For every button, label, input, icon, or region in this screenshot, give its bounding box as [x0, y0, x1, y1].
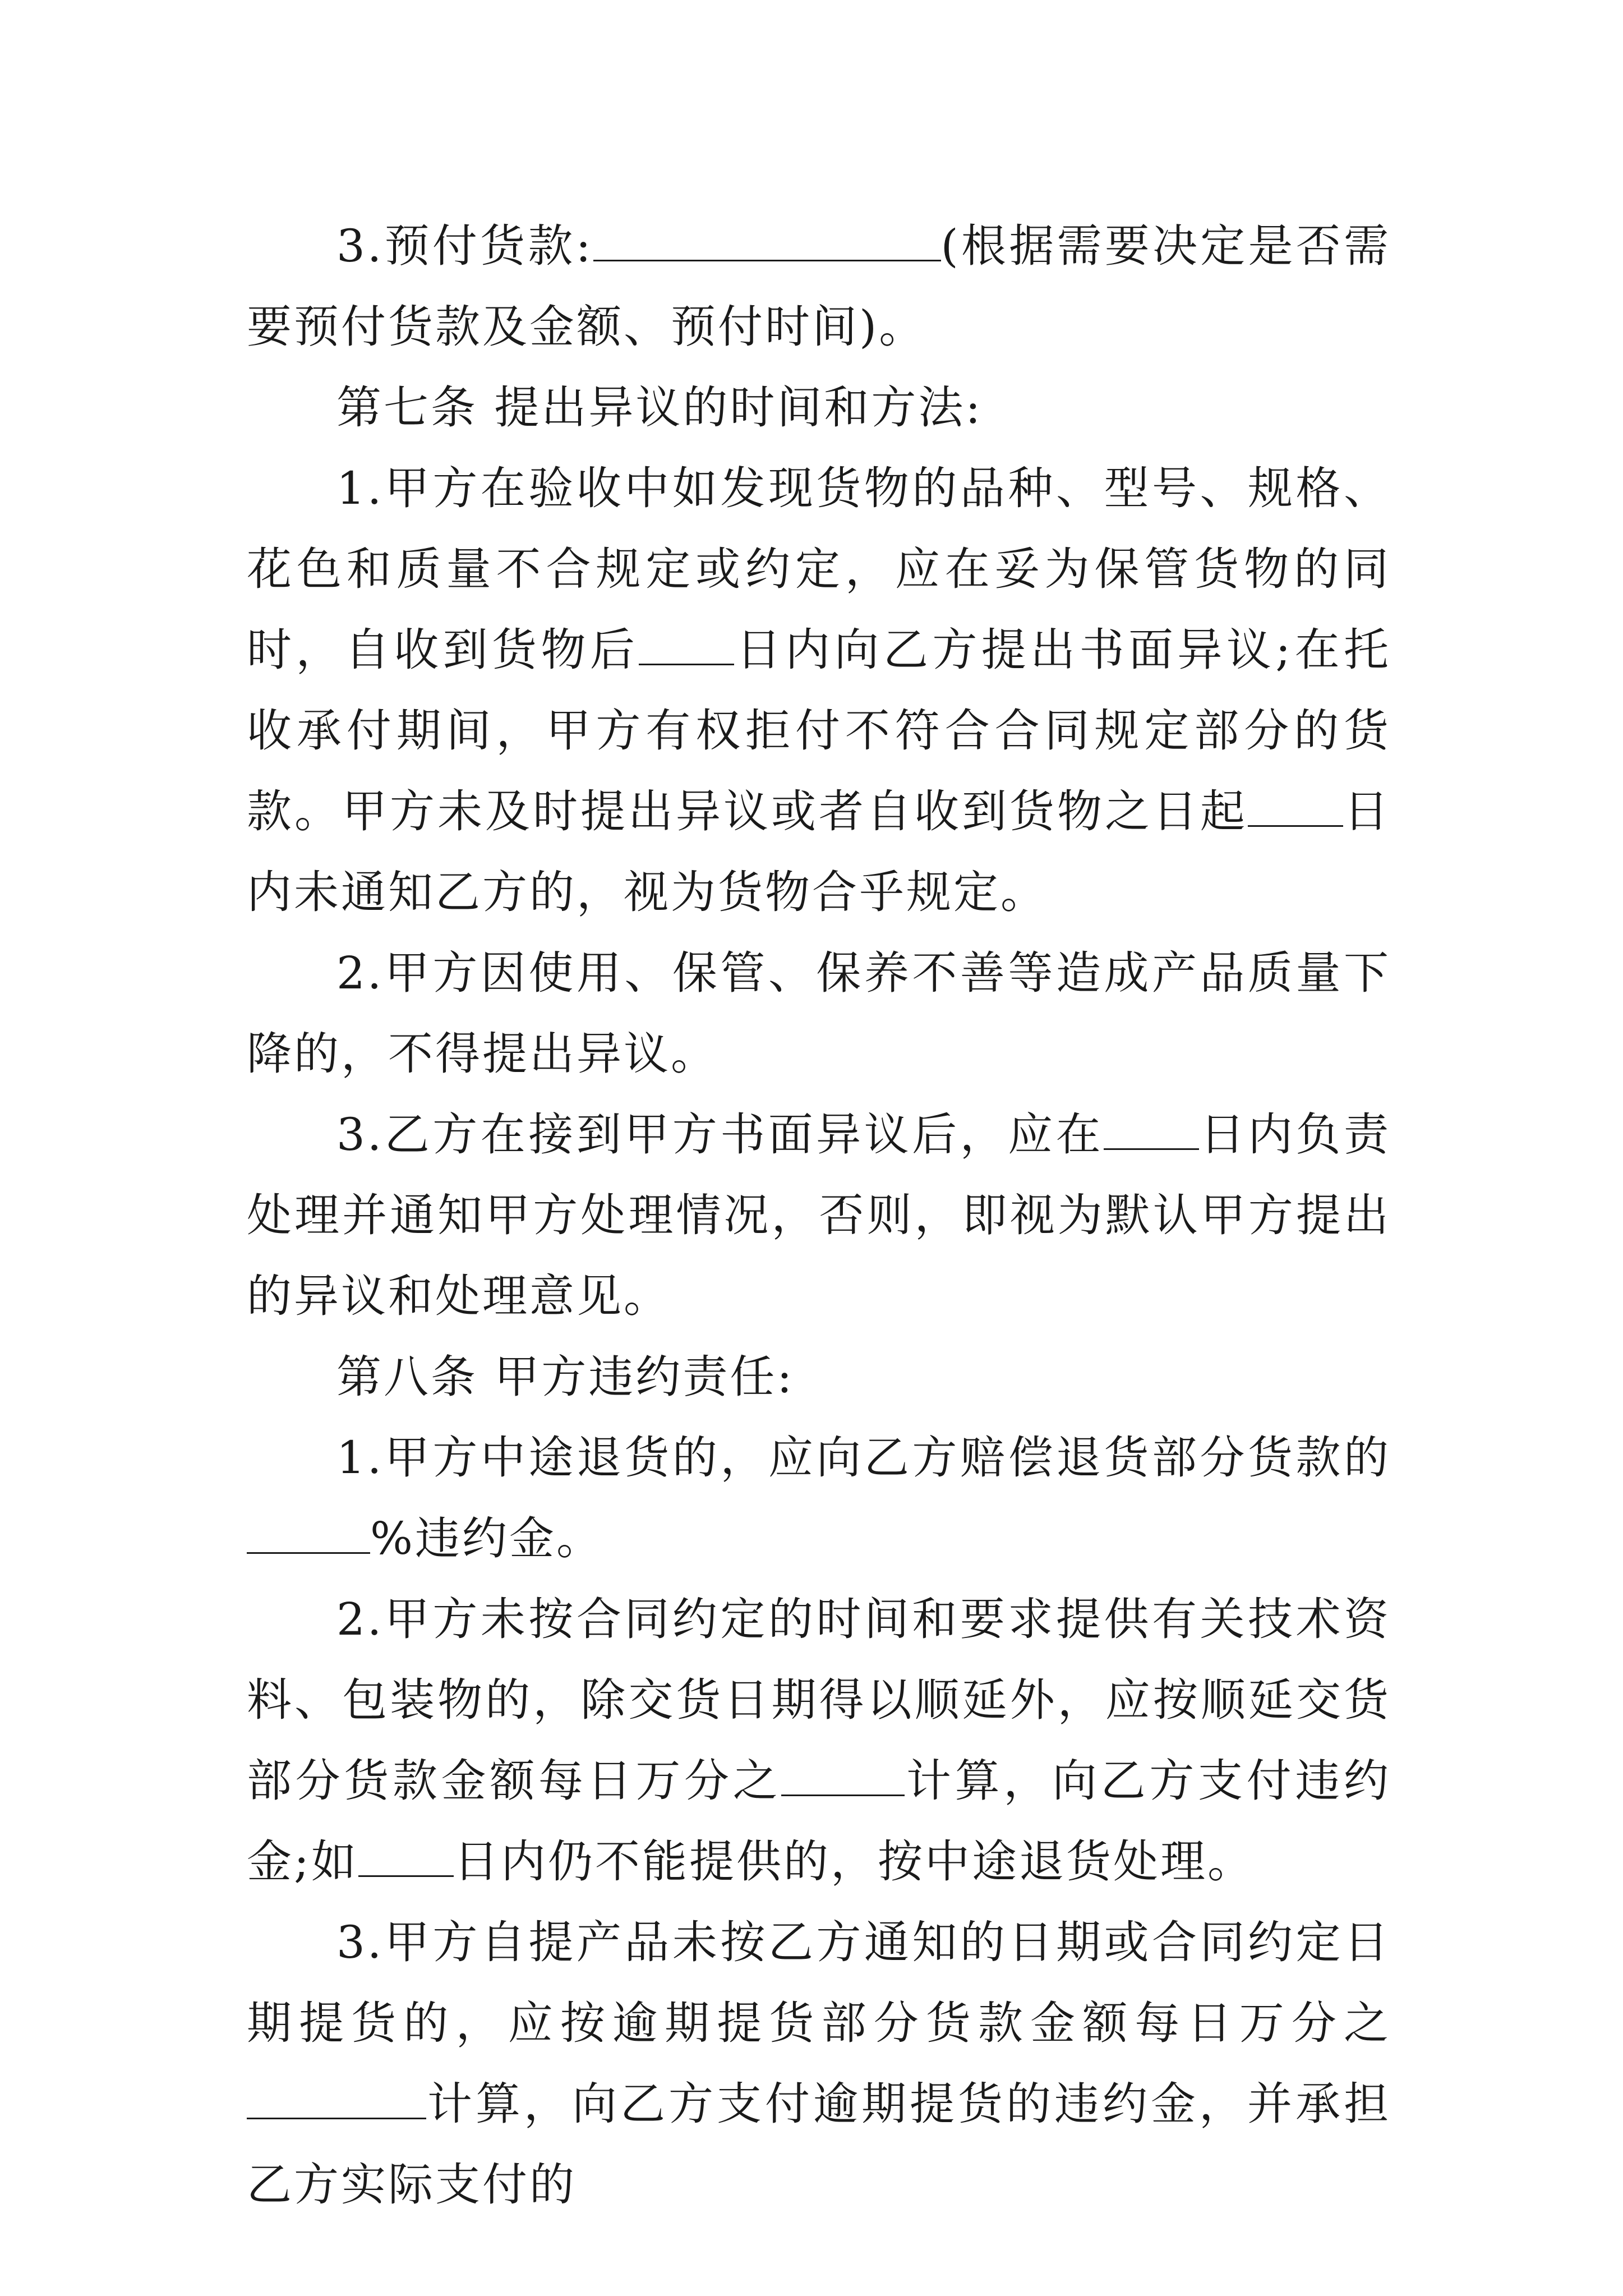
fill-blank — [247, 2077, 426, 2119]
paragraph-text: 日内向乙方提出书面异议;在托收承付期间，甲方有权拒付不符合合同规定部分的货款。甲方未及时提出异议或者自收到货物之日起 — [247, 624, 1391, 838]
paragraph-text: 3.乙方在接到甲方书面异议后，应在 — [336, 1108, 1104, 1161]
paragraph-text: %违约金。 — [370, 1512, 604, 1565]
paragraph-text: 3.甲方自提产品未按乙方通知的日期或合同约定日期提货的，应按逾期提货部分货款金额每日万分之 — [247, 1916, 1391, 2049]
fill-blank — [593, 219, 941, 261]
heading-text: 第七条 提出异议的时间和方法: — [336, 381, 983, 434]
fill-blank — [1104, 1108, 1199, 1150]
fill-blank — [358, 1835, 454, 1877]
paragraph-text: 2.甲方因使用、保管、保养不善等造成产品质量下降的，不得提出异议。 — [247, 947, 1391, 1080]
fill-blank — [781, 1754, 905, 1796]
paragraph-text: 日内未通知乙方的，视为货物合乎规定。 — [247, 785, 1391, 918]
paragraph-article7-item3 — [247, 1094, 1391, 1337]
paragraph-text: 日内仍不能提供的，按中途退货处理。 — [453, 1835, 1255, 1888]
paragraph-prepayment — [247, 206, 1391, 367]
paragraph-text: 计算，向乙方支付逾期提货的违约金，并承担乙方实际支付的 — [247, 2078, 1391, 2211]
paragraph-text: 1.甲方中途退货的，应向乙方赔偿退货部分货款的 — [336, 1432, 1391, 1484]
paragraph-text: 1.甲方在验收中如发现货物的品种、型号、规格、花色和质量不合规定或约定，应在妥为保管货物的同时，自收到货物后 — [247, 462, 1391, 676]
paragraph-text: 2.甲方未按合同约定的时间和要求提供有关技术资料、包装物的，除交货日期得以顺延外，应按顺延交货部分货款金额每日万分之 — [247, 1593, 1391, 1807]
fill-blank — [247, 1512, 370, 1554]
paragraph-text: (根据需要决定是否需要预付货款及金额、预付时间)。 — [247, 220, 1391, 353]
paragraph-article7-item1 — [247, 448, 1391, 933]
document-body — [247, 206, 1391, 2225]
paragraph-article8-item2 — [247, 1579, 1391, 1902]
fill-blank — [1248, 785, 1343, 827]
article-7-heading — [247, 367, 1391, 448]
paragraph-article8-item1 — [247, 1418, 1391, 1579]
paragraph-article8-item3 — [247, 1902, 1391, 2225]
paragraph-article7-item2 — [247, 933, 1391, 1094]
paragraph-text: 日内负责处理并通知甲方处理情况，否则，即视为默认甲方提出的异议和处理意见。 — [247, 1108, 1391, 1322]
paragraph-text: 计算，向乙方支付违约金;如 — [247, 1755, 1391, 1888]
heading-text: 第八条 甲方违约责任: — [336, 1351, 795, 1403]
paragraph-text: 3.预付货款: — [336, 220, 593, 272]
fill-blank — [639, 623, 734, 665]
article-8-heading — [247, 1337, 1391, 1418]
